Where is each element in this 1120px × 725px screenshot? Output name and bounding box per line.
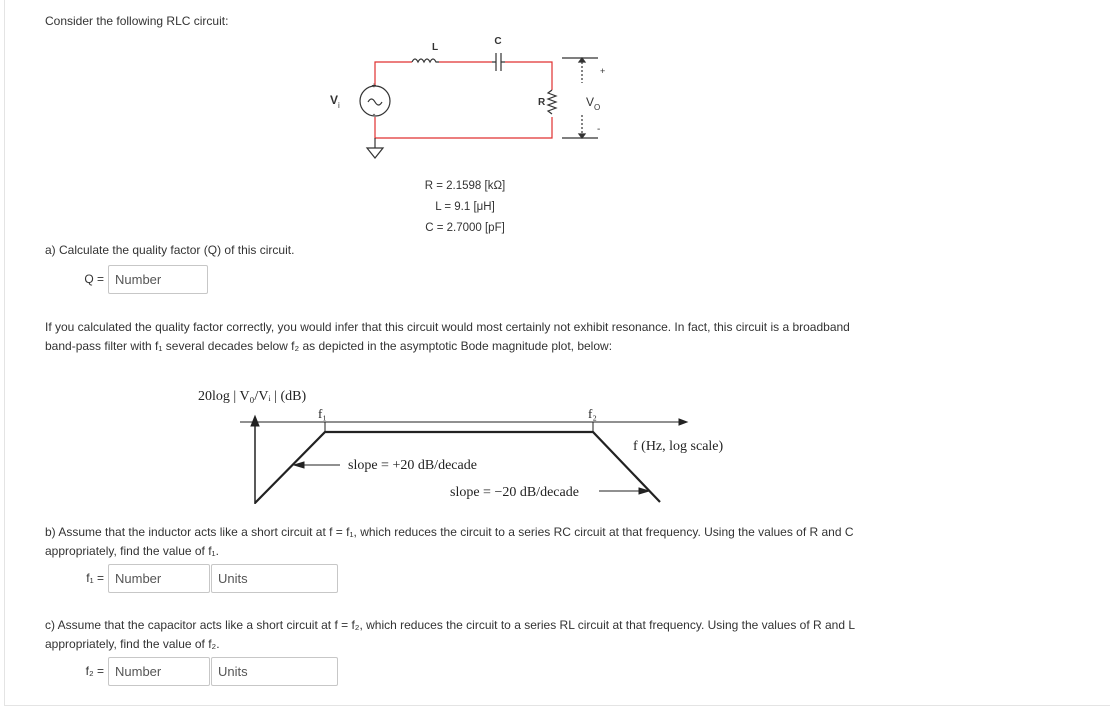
capacitance-value: C = 2.7000 [pF] [425, 222, 505, 234]
component-values [390, 176, 540, 239]
q-label: Q = [84, 272, 104, 286]
rlc-circuit-diagram [300, 28, 620, 178]
part-c-question: c) Assume that the capacitor acts like a short circuit at f = f₂, which reduces the circuit to a series RL circuit at that frequency. Using the values of R and L appropriately, find the value of f₂. [45, 618, 855, 651]
source-minus: - [372, 109, 376, 119]
bode-f2-label: f₂ [588, 406, 597, 421]
f2-label: f₂ = [85, 664, 104, 678]
f2-units-input[interactable] [211, 657, 338, 686]
vo-minus: - [597, 124, 601, 135]
vi-sub: i [338, 101, 340, 110]
resistor-label: R [538, 97, 546, 108]
middle-paragraph: If you calculated the quality factor correctly, you would infer that this circuit would most certainly not exhibit resonance. In fact, this circuit is a broadband band-pass filter with f₁ several decades below f₂ as depicted in the asymptotic Bode magnitude plot, below: [45, 320, 850, 353]
q-input[interactable] [108, 265, 208, 294]
f1-units-input[interactable] [211, 564, 338, 593]
bode-xlabel: f (Hz, log scale) [633, 439, 724, 454]
intro-text: Consider the following RLC circuit: [45, 14, 229, 28]
bode-slope-down: slope = −20 dB/decade [450, 485, 579, 500]
inductance-value: L = 9.1 [μH] [435, 201, 495, 213]
f2-number-input[interactable] [108, 657, 210, 686]
vo-label: V [586, 95, 595, 109]
part-b-question: b) Assume that the inductor acts like a short circuit at f = f₁, which reduces the circuit to a series RC circuit at that frequency. Using the values of R and C appropriately, find the value of f₁. [45, 525, 854, 558]
f1-label: f₁ = [86, 571, 104, 585]
resistance-value: R = 2.1598 [kΩ] [424, 180, 506, 192]
vo-plus: + [600, 66, 606, 76]
bode-f1-label: f₁ [318, 406, 327, 421]
bode-ylabel: 20log | V₀/Vᵢ | (dB) [198, 389, 307, 404]
f1-number-input[interactable] [108, 564, 210, 593]
inductor-label: L [431, 42, 439, 53]
bode-magnitude-plot [180, 378, 750, 513]
part-a-question: a) Calculate the quality factor (Q) of this circuit. [45, 243, 295, 257]
vo-sub: O [594, 103, 601, 112]
bode-slope-up: slope = +20 dB/decade [348, 458, 477, 473]
capacitor-label: C [494, 36, 502, 47]
source-plus: + [371, 81, 377, 90]
vi-label: V [330, 93, 339, 107]
